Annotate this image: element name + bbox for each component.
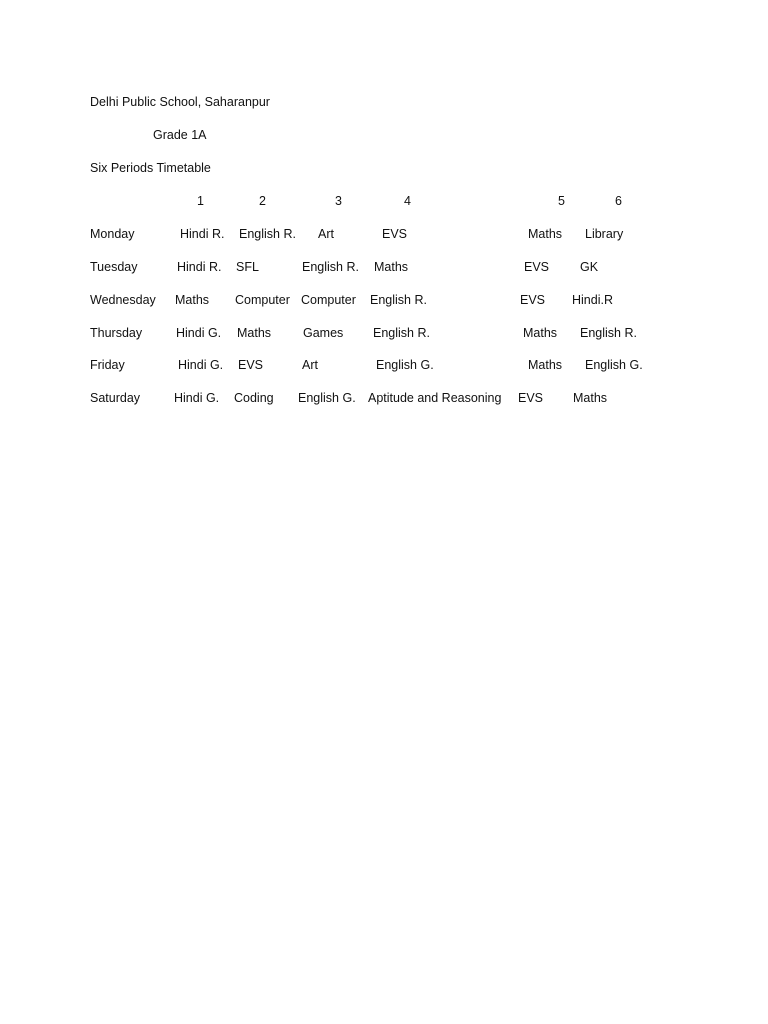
timetable-cell: EVS [518, 391, 544, 405]
timetable-cell: Coding [234, 391, 274, 405]
day-label: Thursday [90, 326, 143, 340]
timetable-cell: English R. [370, 293, 427, 307]
day-label: Wednesday [90, 293, 156, 307]
day-label: Friday [90, 358, 125, 372]
timetable-cell: English R. [302, 260, 359, 274]
day-label: Tuesday [90, 260, 138, 274]
timetable-cell: Hindi.R [572, 293, 613, 307]
grade-label: Grade 1A [153, 128, 207, 142]
period-number: 3 [335, 194, 342, 208]
timetable-cell: Maths [523, 326, 558, 340]
school-name: Delhi Public School, Saharanpur [90, 95, 270, 109]
timetable-cell: EVS [238, 358, 264, 372]
timetable-cell: English G. [298, 391, 356, 405]
timetable-cell: Games [303, 326, 344, 340]
timetable-cell: English R. [373, 326, 430, 340]
period-number: 2 [259, 194, 266, 208]
timetable-cell: English R. [239, 227, 296, 241]
timetable-cell: Computer [235, 293, 290, 307]
timetable-cell: Maths [528, 358, 563, 372]
timetable-title: Six Periods Timetable [90, 161, 211, 175]
timetable-cell: Art [318, 227, 334, 241]
timetable-cell: Maths [528, 227, 563, 241]
day-label: Saturday [90, 391, 141, 405]
timetable-cell: SFL [236, 260, 259, 274]
timetable-cell: Hindi G. [178, 358, 224, 372]
period-number: 4 [404, 194, 411, 208]
timetable-cell: Maths [175, 293, 210, 307]
period-number: 1 [197, 194, 204, 208]
timetable-cell: Hindi R. [177, 260, 222, 274]
timetable-cell: English G. [585, 358, 643, 372]
timetable-cell: EVS [520, 293, 546, 307]
timetable-cell: Maths [237, 326, 272, 340]
timetable-cell: English R. [580, 326, 637, 340]
timetable-cell: Maths [374, 260, 409, 274]
timetable-cell: Art [302, 358, 318, 372]
period-number: 5 [558, 194, 565, 208]
timetable-cell: Hindi R. [180, 227, 225, 241]
day-label: Monday [90, 227, 135, 241]
timetable-cell: Library [585, 227, 624, 241]
period-number: 6 [615, 194, 622, 208]
timetable-cell: Hindi G. [176, 326, 222, 340]
timetable-cell: Hindi G. [174, 391, 220, 405]
timetable-cell: EVS [524, 260, 550, 274]
timetable-cell: Maths [573, 391, 608, 405]
timetable-cell: Aptitude and Reasoning [368, 391, 502, 405]
timetable-cell: GK [580, 260, 599, 274]
timetable-cell: Computer [301, 293, 356, 307]
timetable-cell: EVS [382, 227, 408, 241]
timetable-cell: English G. [376, 358, 434, 372]
